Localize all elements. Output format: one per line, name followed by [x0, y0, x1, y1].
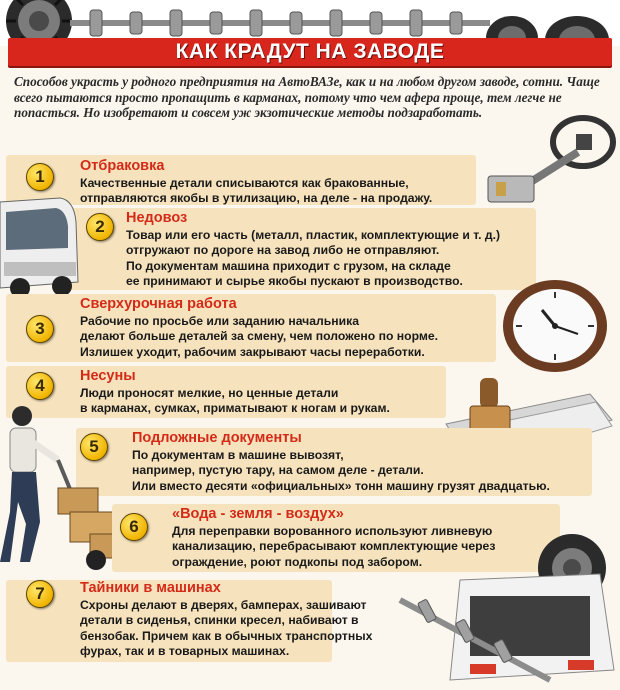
text-line: детали в сиденья, спинки кресел, набивают в	[80, 613, 359, 628]
text-line: бензобак. Причем как в обычных транспортных	[80, 628, 373, 643]
item-4-heading: Несуны	[80, 368, 136, 384]
text-line: Для переправки ворованного используют ливневую	[172, 524, 493, 538]
text-line: Качественные детали списываются как бракованные,	[80, 176, 409, 190]
item-4-number-badge: 4	[26, 372, 54, 400]
item-2-number-badge: 2	[86, 213, 114, 241]
intro-text: Способов украсть у родного предприятия на АвтоВАЗе, как и на любом другом заводе, сотни. Чаще всего пытаются просто пропащить в карманах, потому что чем афера проще, тем легче не попасться. Но изобретают и совсем уж экзотические методы подзаработать.	[14, 74, 600, 121]
item-7-number-badge: 7	[26, 580, 54, 608]
item-1-heading: Отбраковка	[80, 158, 165, 174]
text-line: Люди проносят мелкие, но ценные детали	[80, 386, 339, 400]
crankshaft-icon	[70, 6, 490, 40]
text-line: ее принимают и сырье якобы пускают в производство.	[126, 274, 463, 289]
text-line: в карманах, сумках, приматывают к ногам и рукам.	[80, 401, 390, 416]
title-bar	[8, 38, 612, 66]
item-1-text	[80, 176, 432, 207]
text-line: Рабочие по просьбе или заданию начальника	[80, 314, 359, 328]
item-3-text	[80, 314, 438, 360]
item-7-text	[80, 598, 372, 660]
item-5-number-badge: 5	[80, 433, 108, 461]
page-title: КАК КРАДУТ НА ЗАВОДЕ	[175, 40, 445, 63]
text-line: например, пустую тару, на самом деле - детали.	[132, 463, 424, 478]
item-5-text	[132, 448, 550, 494]
text-line: По документам в машине вывозят,	[132, 448, 344, 462]
car-trunk-with-crankshaft-icon	[400, 560, 616, 688]
item-2-text	[126, 228, 500, 290]
item-2-heading: Недовоз	[126, 210, 188, 226]
text-line: фурах, так и в товарных машинах.	[80, 644, 290, 659]
item-6-heading: «Вода - земля - воздух»	[172, 506, 344, 522]
truck-icon	[0, 192, 80, 304]
item-3-heading: Сверхурочная работа	[80, 296, 237, 312]
text-line: отгружают по дороге на завод либо не отправляют.	[126, 243, 440, 258]
text-line: Схроны делают в дверях, бамперах, зашивают	[80, 598, 367, 612]
item-1-number-badge: 1	[26, 163, 54, 191]
item-5-heading: Подложные документы	[132, 430, 302, 446]
text-line: делают больше деталей за смену, чем положено по норме.	[80, 329, 439, 344]
text-line: По документам машина приходит с грузом, на складе	[126, 258, 451, 273]
text-line: Излишек уходит, рабочим закрывают часы переработки.	[80, 344, 425, 359]
clock-icon	[500, 278, 610, 374]
steering-column-icon	[478, 112, 618, 212]
text-line: Или вместо десяти «официальных» тонн машину грузят двадцатью.	[132, 478, 550, 493]
item-7-heading: Тайники в машинах	[80, 580, 221, 596]
item-3-number-badge: 3	[26, 315, 54, 343]
text-line: ограждение, роют подкопы под забором.	[172, 554, 423, 569]
text-line: канализацию, перебрасывают комплектующие через	[172, 539, 496, 554]
text-line: отправляются якобы в утилизацию, на деле - на продажу.	[80, 191, 433, 206]
text-line: Товар или его часть (металл, пластик, комплектующие и т. д.)	[126, 228, 501, 242]
item-6-number-badge: 6	[120, 513, 148, 541]
